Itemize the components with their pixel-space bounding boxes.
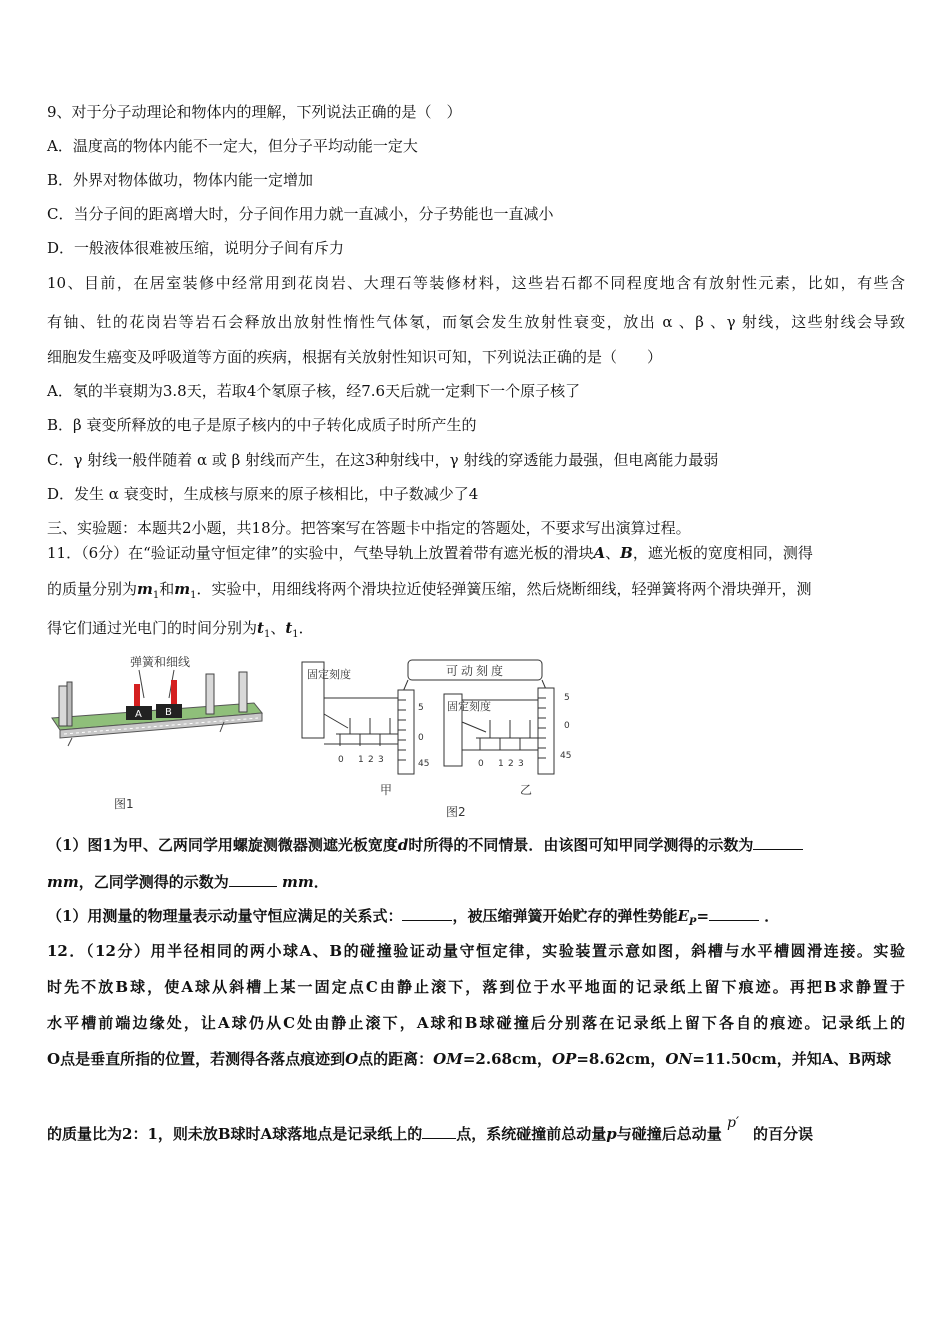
mass-symbol: m bbox=[137, 580, 153, 598]
main-tick-2-right: 2 bbox=[508, 759, 514, 769]
momentum-p: p bbox=[606, 1125, 617, 1143]
unit-mm: mm bbox=[282, 873, 314, 891]
mass-symbol: m bbox=[174, 580, 191, 598]
section3-heading: 三、实验题：本题共2小题，共18分。把答案写在答题卡中指定的答题处，不要求写出演算过程。 bbox=[47, 519, 691, 537]
figure2-caption: 图2 bbox=[446, 805, 466, 819]
q9-option-b: B．外界对物体做功，物体内能一定增加 bbox=[47, 171, 314, 189]
q12-text: O点是垂直所指的位置，若测得各落点痕迹到 bbox=[47, 1050, 346, 1068]
q10-option-b: B．β 衰变所释放的电子是原子核内的中子转化成质子时所产生的 bbox=[47, 416, 477, 434]
q9-option-c: C．当分子间的距离增大时，分子间作用力就一直减小，分子势能也一直减小 bbox=[47, 205, 554, 223]
q11-text: 为甲、乙两同学用螺旋测微器测遮光板宽度 bbox=[112, 836, 398, 854]
slider-b-symbol: B bbox=[620, 544, 633, 562]
q11-text: ． bbox=[298, 619, 314, 637]
q11-sub1-line1 bbox=[47, 835, 803, 855]
q11-line3 bbox=[47, 618, 314, 645]
main-tick-3-right: 3 bbox=[518, 759, 524, 769]
q10-option-c: C．γ 射线一般伴随着 α 或 β 射线而产生，在这3种射线中，γ 射线的穿透能力最强，但电离能力最弱 bbox=[47, 451, 719, 469]
q12-text: 点，系统碰撞前总动量 bbox=[456, 1125, 607, 1143]
q10-line1: 10、目前，在居室装修中经常用到花岗岩、大理石等装修材料，这些岩石都不同程度地含有放射性元素，比如，有些含 bbox=[47, 274, 905, 292]
answer-blank-energy[interactable] bbox=[709, 920, 759, 921]
right-thimble-45: 45 bbox=[560, 751, 572, 761]
main-tick-0-right: 0 bbox=[478, 759, 484, 769]
mass-subscript: 1 bbox=[152, 590, 160, 601]
q11-text: ，乙同学测得的示数为 bbox=[78, 873, 229, 891]
q11-line1 bbox=[47, 543, 813, 563]
q11-text: 时所得的不同情景．由该图可知甲同学测得的示数为 bbox=[408, 836, 754, 854]
q11-text: 、 bbox=[605, 544, 621, 562]
q12-text: 与碰撞后总动量 bbox=[616, 1125, 722, 1143]
q11-text: 11．（6分）在“验证动量守恒定律”的实验中，气垫导轨上放置着带有遮光板的滑块 bbox=[47, 544, 594, 562]
energy-symbol: E bbox=[677, 907, 689, 925]
mass-subscript: 1 bbox=[190, 590, 197, 601]
q11-text: ． bbox=[764, 907, 780, 925]
energy-subscript: P bbox=[688, 917, 697, 928]
time-subscript: 1 bbox=[263, 629, 271, 640]
left-thimble-45: 45 bbox=[418, 759, 430, 769]
q11-text: （1）用测量的物理量表示动量守恒应满足的关系式： bbox=[47, 907, 403, 925]
spring-label: 弹簧和细线 bbox=[130, 655, 191, 669]
main-tick-1-right: 1 bbox=[498, 759, 504, 769]
q10-line2: 有铀、钍的花岗岩等岩石会释放出放射性惰性气体氡，而氡会发生放射性衰变，放出 α 、β 、γ 射线，这些射线会导致 bbox=[47, 313, 905, 331]
main-tick-1: 1 bbox=[358, 755, 364, 765]
q10-line3: 细胞发生癌变及呼吸道等方面的疾病，根据有关放射性知识可知，下列说法正确的是（ ） bbox=[47, 348, 663, 366]
q11-text: （1）图 bbox=[47, 836, 103, 854]
fixed-scale-label-right: 固定刻度 bbox=[447, 700, 491, 713]
fixed-scale-label-left: 固定刻度 bbox=[307, 668, 351, 681]
q11-text: ． bbox=[313, 873, 329, 891]
left-thimble-0: 0 bbox=[418, 733, 424, 743]
main-tick-3: 3 bbox=[378, 755, 384, 765]
q11-text: 、 bbox=[270, 619, 286, 637]
q11-sub2 bbox=[47, 906, 779, 933]
figure1-caption: 图1 bbox=[114, 797, 134, 811]
width-symbol: d bbox=[397, 836, 409, 854]
q12-text: 的百分误 bbox=[752, 1125, 813, 1143]
figure1-air-track bbox=[44, 648, 264, 818]
q12-text: =11.50cm，并知A、B两球 bbox=[692, 1050, 892, 1068]
q9-stem: 9、对于分子动理论和物体内的理解，下列说法正确的是（ ） bbox=[47, 103, 462, 121]
unit-mm: mm bbox=[47, 873, 79, 891]
right-thimble-5: 5 bbox=[564, 693, 570, 703]
movable-scale-label: 可动刻度 bbox=[446, 664, 507, 678]
q12-line1: 12．（12分）用半径相同的两小球A、B的碰撞验证动量守恒定律，实验装置示意如图，斜槽与水平槽圆滑连接。实验 bbox=[47, 942, 905, 960]
q12-text: =2.68cm， bbox=[462, 1050, 552, 1068]
distance-on: ON bbox=[665, 1050, 693, 1068]
q12-line3: 水平槽前端边缘处，让A球仍从C处由静止滚下，A球和B球碰撞后分别落在记录纸上留下各自的痕迹。记录纸上的 bbox=[47, 1014, 905, 1032]
q11-line2 bbox=[47, 579, 812, 606]
answer-blank-point[interactable] bbox=[422, 1138, 456, 1139]
q10-option-a: A．氡的半衰期为3.8天，若取4个氡原子核，经7.6天后就一定剩下一个原子核了 bbox=[47, 382, 581, 400]
label-yi: 乙 bbox=[520, 783, 533, 797]
left-thimble-5: 5 bbox=[418, 703, 424, 713]
main-tick-0: 0 bbox=[338, 755, 344, 765]
q12-line2: 时先不放B球，使A球从斜槽上某一固定点C由静止滚下，落到位于水平地面的记录纸上留下痕迹。再把B求静置于 bbox=[47, 978, 905, 996]
q12-text: 的质量比为2：1，则未放B球时A球落地点是记录纸上的 bbox=[47, 1125, 423, 1143]
main-tick-2: 2 bbox=[368, 755, 374, 765]
slider-b-label: B bbox=[165, 707, 172, 718]
answer-blank-jia[interactable] bbox=[753, 849, 803, 850]
answer-blank-yi[interactable] bbox=[229, 886, 277, 887]
q9-option-a: A．温度高的物体内能不一定大，但分子平均动能一定大 bbox=[47, 137, 418, 155]
q11-text: 1 bbox=[102, 836, 113, 854]
q11-text: ．实验中，用细线将两个滑块拉近使轻弹簧压缩，然后烧断细线，轻弹簧将两个滑块弹开，测 bbox=[196, 580, 812, 598]
q10-option-d: D．发生 α 衰变时，生成核与原来的原子核相比，中子数减少了4 bbox=[47, 485, 479, 503]
time-subscript: 1 bbox=[292, 629, 299, 640]
figure2-micrometers bbox=[298, 654, 588, 824]
answer-blank-relation[interactable] bbox=[402, 920, 452, 921]
q12-line5 bbox=[47, 1113, 813, 1144]
time-symbol: t bbox=[257, 619, 264, 637]
q12-text: 点的距离： bbox=[358, 1050, 434, 1068]
right-thimble-0: 0 bbox=[564, 721, 570, 731]
q11-text: ，遮光板的宽度相同，测得 bbox=[632, 544, 813, 562]
q11-text: 得它们通过光电门的时间分别为 bbox=[47, 619, 258, 637]
q11-text: 的质量分别为 bbox=[47, 580, 138, 598]
slider-a-label: A bbox=[135, 709, 142, 720]
q12-text: =8.62cm， bbox=[576, 1050, 666, 1068]
slider-a-symbol: A bbox=[593, 544, 606, 562]
q11-sub1-line2 bbox=[47, 872, 329, 892]
label-jia: 甲 bbox=[380, 783, 393, 797]
distance-om: OM bbox=[433, 1050, 463, 1068]
q9-option-d: D．一般液体很难被压缩，说明分子间有斥力 bbox=[47, 239, 345, 257]
momentum-p-prime: p′ bbox=[726, 1115, 740, 1131]
q11-text: ，被压缩弹簧开始贮存的弹性势能 bbox=[452, 907, 678, 925]
time-symbol: t bbox=[285, 619, 293, 637]
distance-op: OP bbox=[551, 1050, 577, 1068]
q11-text: = bbox=[696, 907, 710, 925]
q12-line4 bbox=[47, 1049, 891, 1069]
point-o: O bbox=[345, 1050, 359, 1068]
q11-text: 和 bbox=[159, 580, 175, 598]
